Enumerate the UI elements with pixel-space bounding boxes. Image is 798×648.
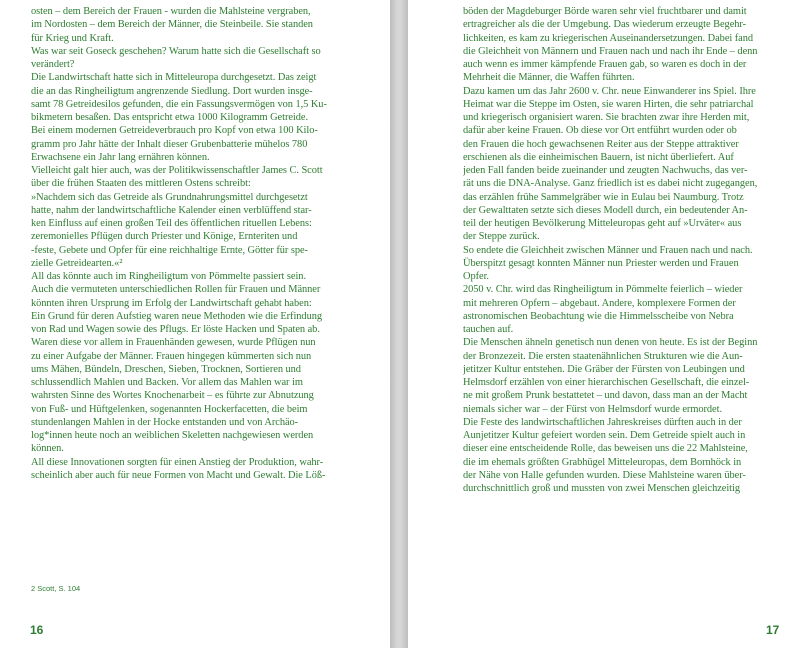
text-line: über die frühen Staaten des mittleren Ostens schreibt: <box>31 178 251 190</box>
text-line: zielle Getreidearten.«² <box>31 257 123 269</box>
text-line: könnten ihren Ursprung im Erfolg der Landwirtschaft gehabt haben: <box>31 297 312 309</box>
text-line: das erzählen frühe Sammelgräber wie in Eulau bei Naumburg. Trotz <box>463 191 744 203</box>
text-line: gramm pro Jahr hätte der Inhalt dieser Grubenbatterie mühelos 780 <box>31 138 308 150</box>
text-line: Die Landwirtschaft hatte sich in Mitteleuropa durchgesetzt. Das zeigt <box>31 72 317 84</box>
page-number-left: 16 <box>30 623 44 637</box>
text-line: und kriegerisch organisiert waren. Sie brachten zwar ihre Herden mit, <box>463 112 750 123</box>
text-line: den Frauen die hoch gewachsenen Reiter aus der Steppe attraktiver <box>463 138 739 150</box>
text-line: schlussendlich Mahlen und Backen. Vor allem das Mahlen war im <box>31 377 303 388</box>
text-line: auch wenn es immer kämpfende Frauen gab, so waren es doch in der <box>463 59 747 70</box>
text-line: Mehrheit die Männer, die Waffen führten. <box>463 72 635 84</box>
text-line: teil der heutigen Bevölkerung Mitteleuropas geht auf »Urväter« aus <box>463 218 742 229</box>
book-gutter <box>390 0 408 648</box>
text-line: Bei einem modernen Getreideverbrauch pro Kopf von etwa 100 Kilo- <box>31 125 318 137</box>
text-line: rät uns die DNA-Analyse. Ganz friedlich ist es dabei nicht zugegangen, <box>463 178 758 190</box>
text-line: Auch die vermuteten unterschiedlichen Rollen für Frauen und Männer <box>31 284 321 296</box>
text-line: zu einer Aufgabe der Männer. Frauen hingegen kümmerten sich nun <box>31 350 312 362</box>
text-line: dafür aber keine Frauen. Ob diese vor Ort entführt wurden oder ob <box>463 125 737 137</box>
text-line: samt 78 Getreidesilos gefunden, die ein Fassungsvermögen von 1,5 Ku- <box>31 98 327 110</box>
text-line: ne mit großem Prunk bestattetet – und davon, dass man an der Macht <box>463 390 748 402</box>
text-line: der Nähe von Halle gefunden wurden. Diese Mahlsteine waren über- <box>463 469 746 481</box>
text-line: tauchen auf. <box>463 324 514 335</box>
footnote: 2 Scott, S. 104 <box>31 584 81 593</box>
text-line: scheinlich aber auch für neue Formen von Macht und Gewalt. Die Löß- <box>31 469 326 481</box>
text-line: Helmsdorf erzählen von einer hierarchischen Gesellschaft, die einzel- <box>463 377 750 388</box>
text-line: für Krieg und Kraft. <box>31 32 114 44</box>
text-line: durchschnittlich groß und mussten von zwei Menschen gleichzeitig <box>463 483 740 494</box>
text-line: von Fuß- und Hüftgelenken, sogenannten Hockerfacetten, die beim <box>31 403 308 415</box>
text-line: Was war seit Goseck geschehen? Warum hatte sich die Gesellschaft so <box>31 45 321 57</box>
text-line: lichkeiten, es kam zu kriegerischen Auseinandersetzungen. Dabei fand <box>463 32 754 44</box>
text-line: der Gewalttaten setzte sich dieses Modell durch, ein bedeutender An- <box>463 204 748 216</box>
text-line: astronomischen Beobachtung wie die Himmelsscheibe von Nebra <box>463 310 734 322</box>
right-page-body-text <box>463 5 778 495</box>
text-line: böden der Magdeburger Börde waren sehr viel fruchtbarer und damit <box>463 6 747 17</box>
text-line: von Rad und Wagen sowie des Pflugs. Er löste Hacken und Spaten ab. <box>31 324 320 335</box>
text-line: im Nordosten – dem Bereich der Männer, die Steinbeile. Sie standen <box>31 19 313 31</box>
text-line: All diese Innovationen sorgten für einen Anstieg der Produktion, wahr- <box>31 456 324 468</box>
text-line: niemals sicher war – der Fürst von Helmsdorf wurde ermordet. <box>463 403 723 415</box>
text-line: hatte, nahm der landwirtschaftliche Kalender einen verblüffend star- <box>31 204 312 216</box>
text-line: mit mehreren Opfern – abgebaut. Andere, komplexere Formen der <box>463 297 736 309</box>
text-line: können. <box>31 443 64 455</box>
text-line: verändert? <box>31 59 75 70</box>
text-line: So endete die Gleichheit zwischen Männer und Frauen nach und nach. <box>463 244 753 256</box>
text-line: ken Einfluss auf einen großen Teil des öffentlichen rituellen Lebens: <box>31 218 312 229</box>
text-line: ums Mähen, Bündeln, Dreschen, Sieben, Trocknen, Sortieren und <box>31 363 301 375</box>
text-line: wahrsten Sinne des Wortes Knochenarbeit – es führte zur Abnutzung <box>31 390 314 402</box>
left-page <box>0 0 390 648</box>
text-line: jetitzer Kultur entstehen. Die Gräber der Fürsten von Leubingen und <box>463 363 745 375</box>
text-line: Opfer. <box>463 271 489 282</box>
text-line: die im ehemals größten Grabhügel Mitteleuropas, dem Bornhöck in <box>463 456 742 468</box>
text-line: Aunjetitzer Kultur gefeiert worden sein. Dem Getreide spielt auch in <box>463 430 746 441</box>
text-line: jeden Fall fanden beide zueinander und zeugten Nachwuchs, das ver- <box>463 165 748 176</box>
left-page-body-text <box>31 5 351 482</box>
text-line: Vielleicht galt hier auch, was der Politikwissenschaftler James C. Scott <box>31 165 323 176</box>
text-line: zeremonielles Pflügen durch Priester und Könige, Ernteriten und <box>31 231 298 243</box>
text-line: Dazu kamen um das Jahr 2600 v. Chr. neue Einwanderer ins Spiel. Ihre <box>463 85 756 97</box>
text-line: Die Menschen ähneln genetisch nun denen von heute. Es ist der Beginn <box>463 337 758 349</box>
text-line: Ein Grund für deren Aufstieg waren neue Methoden wie die Erfindung <box>31 310 323 322</box>
right-page <box>408 0 798 648</box>
text-line: Überspitzt gesagt konnten Männer nun Priester werden und Frauen <box>463 257 739 269</box>
text-line: 2050 v. Chr. wird das Ringheiligtum in Pömmelte feierlich – wieder <box>463 284 743 296</box>
text-line: stundenlangen Mahlen in der Hocke entstanden und von Archäo- <box>31 416 299 428</box>
text-line: osten – dem Bereich der Frauen - wurden die Mahlsteine vergraben, <box>31 6 311 17</box>
text-line: bikmetern besaßen. Das entspricht etwa 1000 Kilogramm Getreide. <box>31 112 309 123</box>
text-line: ertragreicher als die der Umgebung. Das wiederum erzeugte Begehr- <box>463 19 747 31</box>
text-line: Heimat war die Steppe im Osten, sie waren Hirten, die sehr patriarchal <box>463 98 754 110</box>
text-line: Waren diese vor allem in Frauenhänden gewesen, wurde Pflügen nun <box>31 337 316 349</box>
text-line: der Steppe zurück. <box>463 231 540 243</box>
text-line: -feste, Gebete und Opfer für eine reichhaltige Ernte, Götter für spe- <box>31 244 308 256</box>
text-line: »Nachdem sich das Getreide als Grundnahrungsmittel durchgesetzt <box>31 191 308 203</box>
text-line: der Bronzezeit. Die ersten staatenähnlichen Strukturen wie die Aun- <box>463 350 743 362</box>
text-line: die an das Ringheiligtum angrenzende Siedlung. Dort wurden insge- <box>31 85 313 97</box>
text-line: dieser eine entscheidende Rolle, das beweisen uns die 22 Mahlsteine, <box>463 443 748 455</box>
text-line: die Gleichheit von Männern und Frauen nach und nach ihr Ende – denn <box>463 45 758 57</box>
text-line: erschienen als die einheimischen Bauern, ist nicht überliefert. Auf <box>463 151 734 163</box>
text-line: log*innen heute noch an weiblichen Skeletten nachgewiesen werden <box>31 430 314 441</box>
text-line: All das könnte auch im Ringheiligtum von Pömmelte passiert sein. <box>31 271 307 282</box>
text-line: Erwachsene ein Jahr lang ernähren können. <box>31 151 210 163</box>
text-line: Die Feste des landwirtschaftlichen Jahreskreises dürften auch in der <box>463 416 742 428</box>
page-number-right: 17 <box>766 623 780 637</box>
